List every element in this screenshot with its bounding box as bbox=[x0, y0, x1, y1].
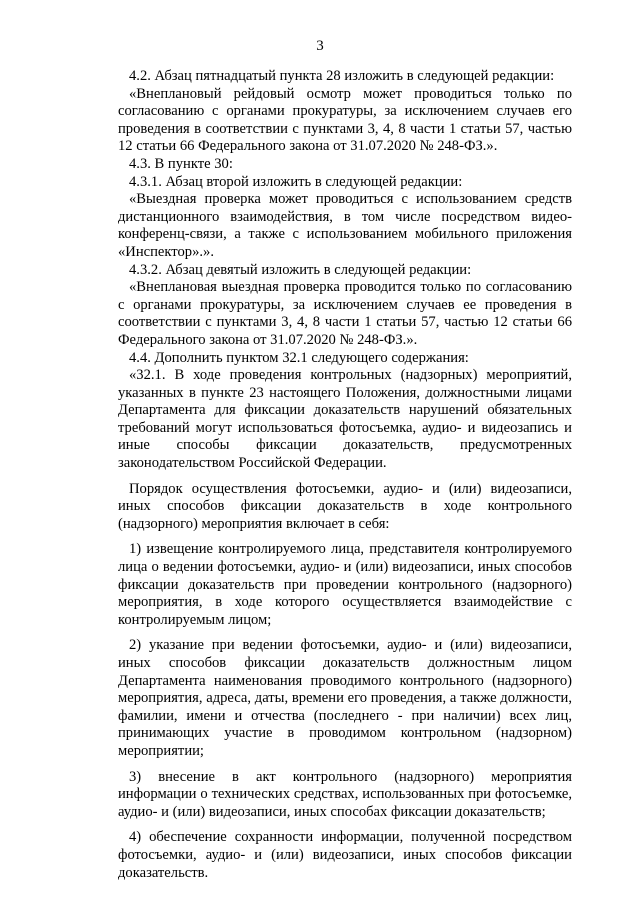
paragraph-4-3-2: 4.3.2. Абзац девятый изложить в следующей редакции: bbox=[129, 261, 472, 278]
quote-unscheduled-field-inspection: «Внеплановая выездная проверка проводится только по согласованию с органами прокуратуры, за исключением случаев ее проведения в соответствии с пунктами 3, 4, 8 части 1 статьи 57, частью 12 статьи 66 Федерального закона от 31.07.2020 № 248-ФЗ.». bbox=[118, 279, 572, 348]
procedure-item-2: 2) указание при ведении фотосъемки, аудио- и (или) видеозаписи, иных способов фиксации доказательств должностным лицом Департамента наименования проводимого контрольного (надзорного) мероприятия, адреса, даты, времени его проведения, а также должности, фамилии, имени и отчества (последнего - при наличии) всех лиц, принимающих участие в проводимом контрольном (надзорном) мероприятии; bbox=[118, 637, 572, 759]
procedure-item-1: 1) извещение контролируемого лица, представителя контролируемого лица о ведении фотосъемки, аудио- и (или) видеозаписи, иных способов фиксации доказательств при проведении контрольного (надзорного) мероприятия, в ходе которого осуществляется взаимодействие с контролируемым лицом; bbox=[118, 541, 572, 628]
quote-unscheduled-raid-inspection: «Внеплановый рейдовый осмотр может проводиться только по согласованию с органами прокуратуры, за исключением случаев его проведения в соответствии с пунктами 3, 4, 8 части 1 статьи 57, частью 12 статьи 66 Федерального закона от 31.07.2020 № 248-ФЗ.». bbox=[118, 85, 572, 155]
quote-point-32-1: «32.1. В ходе проведения контрольных (надзорных) мероприятий, указанных в пункте 23 настоящего Положения, должностными лицами Департамента для фиксации доказательств нарушений обязательных требований могут использоваться фотосъемка, аудио- и видеозапись и иные способы фиксации доказательств, предусмотренных законодательством Российской Федерации. bbox=[118, 367, 572, 472]
procedure-item-3: 3) внесение в акт контрольного (надзорного) мероприятия информации о технических средствах, использованных при фотосъемке, аудио- и (или) видеозаписи, иных способах фиксации доказательств; bbox=[118, 768, 572, 820]
quote-field-inspection-remote: «Выездная проверка может проводиться с использованием средств дистанционного взаимодействия, в том числе посредством видео-конференц-связи, а также с использованием мобильного приложения «Инспектор».». bbox=[118, 191, 572, 260]
procedure-item-4: 4) обеспечение сохранности информации, полученной посредством фотосъемки, аудио- и (или) видеозаписи, иных способов фиксации доказательств. bbox=[118, 829, 572, 881]
page-number: 3 bbox=[316, 38, 324, 54]
paragraph-4-3-1: 4.3.1. Абзац второй изложить в следующей редакции: bbox=[129, 173, 463, 190]
paragraph-4-3: 4.3. В пункте 30: bbox=[129, 155, 233, 172]
paragraph-4-4: 4.4. Дополнить пунктом 32.1 следующего содержания: bbox=[129, 349, 469, 366]
paragraph-4-2: 4.2. Абзац пятнадцатый пункта 28 изложить в следующей редакции: bbox=[129, 68, 555, 84]
document-body bbox=[118, 68, 572, 882]
procedure-intro: Порядок осуществления фотосъемки, аудио- и (или) видеозаписи, иных способов фиксации доказательств в ходе контрольного (надзорного) мероприятия включает в себя: bbox=[118, 480, 572, 532]
